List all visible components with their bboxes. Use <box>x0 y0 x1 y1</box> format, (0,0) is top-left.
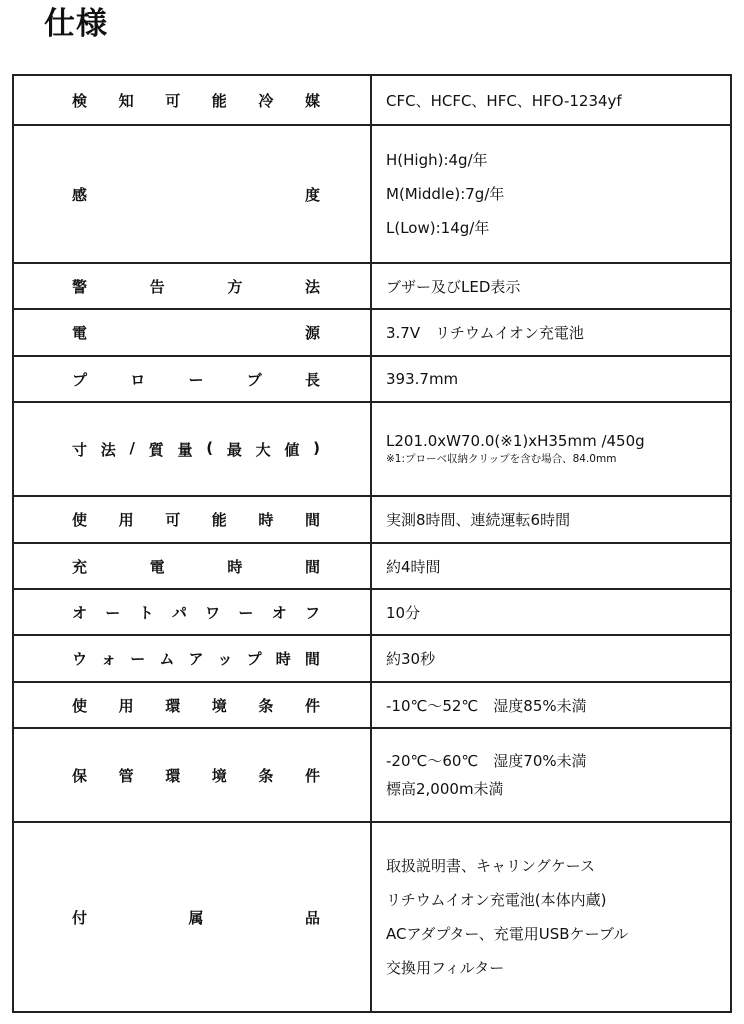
spec-label: 電 源 <box>72 324 320 342</box>
spec-value-cell <box>371 309 731 356</box>
spec-label: 寸 法 / 質 量 ( 最 大 値 ) <box>72 438 320 459</box>
spec-row <box>13 496 731 543</box>
spec-label-cell <box>13 125 371 263</box>
spec-value: L201.0xW70.0(※1)xH35mm /450g <box>386 432 645 450</box>
spec-label-cell <box>13 822 371 1012</box>
page-title: 仕様 <box>44 6 108 42</box>
spec-value: 10分 <box>386 603 421 622</box>
spec-label-cell <box>13 309 371 356</box>
spec-label-cell <box>13 75 371 125</box>
spec-value-cell <box>371 635 731 682</box>
spec-value: 交換用フィルター <box>386 959 505 977</box>
spec-note: ※1:プローベ収納クリップを含む場合、84.0mm <box>386 453 617 465</box>
spec-row <box>13 822 731 1012</box>
spec-label-cell <box>13 402 371 496</box>
spec-value-cell <box>371 125 731 263</box>
spec-label-cell <box>13 543 371 589</box>
spec-value: ブザー及びLED表示 <box>386 277 521 296</box>
spec-value-cell <box>371 402 731 496</box>
spec-row <box>13 75 731 125</box>
spec-value-cell <box>371 496 731 543</box>
spec-value-cell <box>371 822 731 1012</box>
spec-value: 約4時間 <box>386 557 441 576</box>
spec-row <box>13 682 731 728</box>
spec-label: 保 管 環 境 条 件 <box>72 766 320 785</box>
spec-value: 実測8時間、連続運転6時間 <box>386 511 571 529</box>
spec-row <box>13 543 731 589</box>
spec-value: -20℃～60℃ 湿度70%未満 <box>386 752 587 770</box>
spec-label-cell <box>13 635 371 682</box>
spec-label: 感 度 <box>72 185 320 204</box>
spec-label: 付 属 品 <box>72 908 320 927</box>
spec-row <box>13 402 731 496</box>
spec-label: オ ー ト パ ワ ー オ フ <box>72 603 320 622</box>
spec-value-cell <box>371 682 731 728</box>
spec-value: 3.7V リチウムイオン充電池 <box>386 324 584 342</box>
spec-label: 使 用 環 境 条 件 <box>72 696 320 715</box>
spec-value-cell <box>371 263 731 309</box>
spec-table <box>12 74 732 1013</box>
spec-label: 充 電 時 間 <box>72 557 320 576</box>
spec-label: 使 用 可 能 時 間 <box>72 511 320 529</box>
spec-label-cell <box>13 496 371 543</box>
spec-value: H(High):4g/年 <box>386 151 488 169</box>
spec-label-cell <box>13 589 371 635</box>
spec-value-cell <box>371 543 731 589</box>
spec-label: ウ ォ ー ム ア ッ プ 時 間 <box>72 650 320 668</box>
spec-value: 取扱説明書、キャリングケース <box>386 857 595 875</box>
spec-value-cell <box>371 356 731 402</box>
spec-value: -10℃～52℃ 湿度85%未満 <box>386 696 587 715</box>
spec-value: 393.7mm <box>386 370 459 388</box>
spec-label: 警 告 方 法 <box>72 277 320 296</box>
spec-value: CFC、HCFC、HFC、HFO-1234yf <box>386 91 622 110</box>
spec-row <box>13 356 731 402</box>
spec-label-cell <box>13 728 371 822</box>
spec-row <box>13 589 731 635</box>
spec-value: ACアダプター、充電用USBケーブル <box>386 925 629 943</box>
spec-value: 約30秒 <box>386 650 436 668</box>
spec-value-cell <box>371 75 731 125</box>
spec-value: M(Middle):7g/年 <box>386 185 505 203</box>
spec-row <box>13 728 731 822</box>
spec-row <box>13 263 731 309</box>
spec-label-cell <box>13 682 371 728</box>
spec-value-cell <box>371 589 731 635</box>
spec-value: リチウムイオン充電池(本体内蔵) <box>386 891 607 909</box>
spec-label-cell <box>13 356 371 402</box>
spec-value-cell <box>371 728 731 822</box>
spec-row <box>13 635 731 682</box>
spec-label-cell <box>13 263 371 309</box>
spec-label: 検 知 可 能 冷 媒 <box>72 91 320 110</box>
spec-row <box>13 125 731 263</box>
spec-value: 標高2,000m未満 <box>386 780 504 798</box>
spec-label: プ ロ ー ブ 長 <box>72 370 320 389</box>
spec-row <box>13 309 731 356</box>
spec-value: L(Low):14g/年 <box>386 219 490 237</box>
